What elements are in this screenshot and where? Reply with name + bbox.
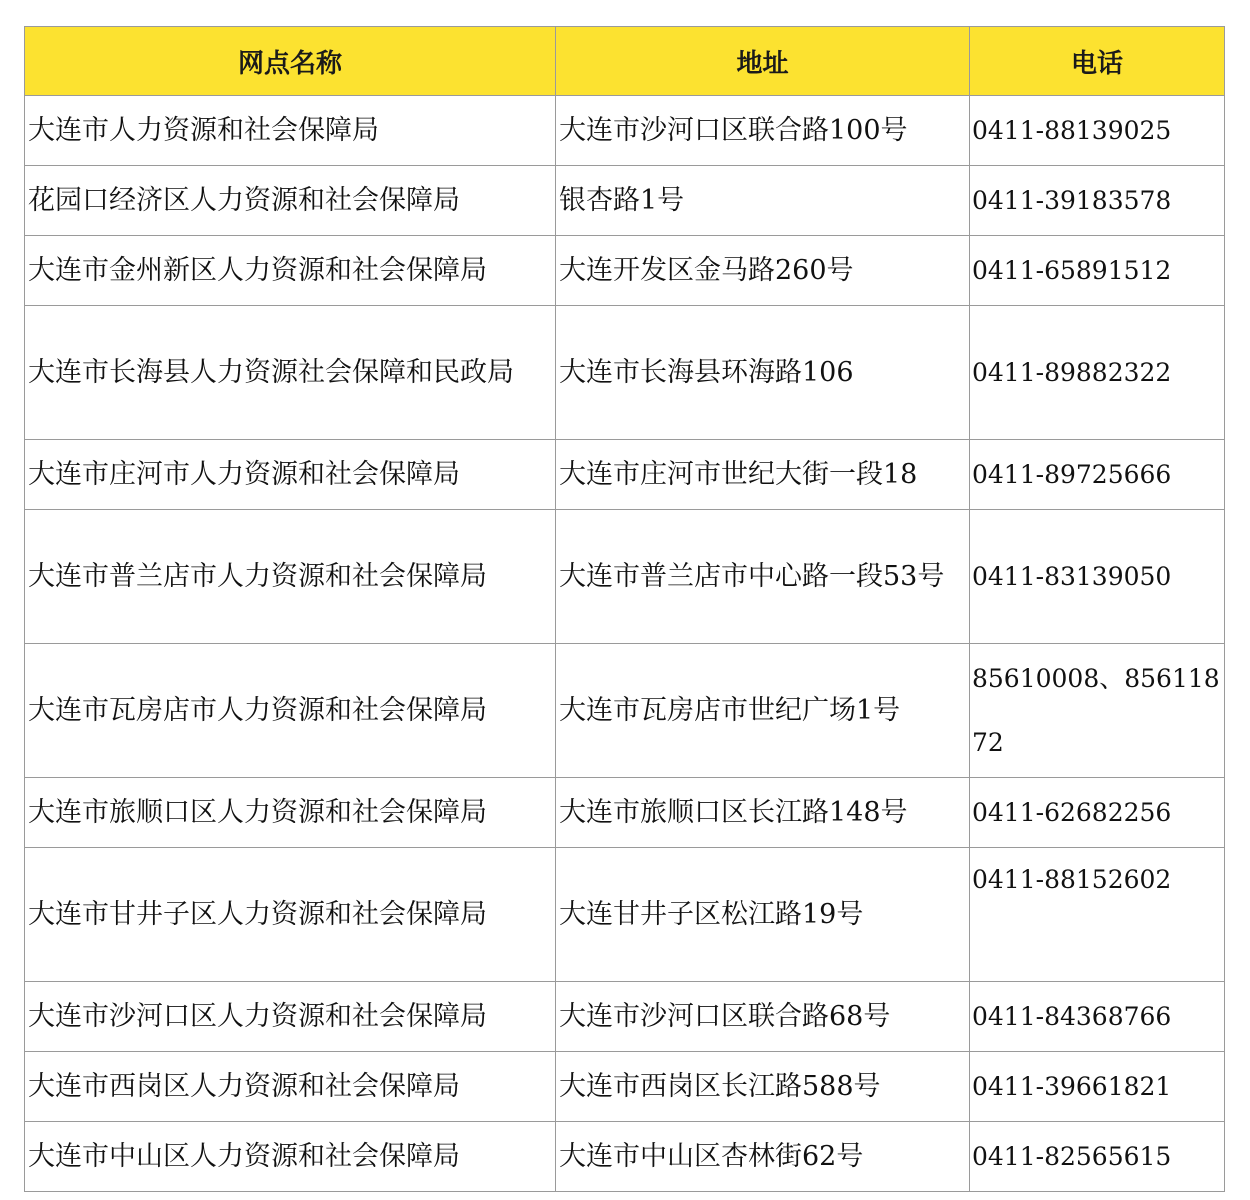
office-name: 大连市沙河口区人力资源和社会保障局 [25, 982, 556, 1052]
office-name: 大连市甘井子区人力资源和社会保障局 [25, 848, 556, 982]
office-address: 大连市长海县环海路106 [556, 306, 970, 440]
table-row [25, 982, 1225, 1052]
table-row [25, 848, 1225, 982]
table-row [25, 440, 1225, 510]
table-row [25, 236, 1225, 306]
office-phone: 0411-39661821 [970, 1052, 1225, 1122]
office-address: 大连市西岗区长江路588号 [556, 1052, 970, 1122]
table-row [25, 96, 1225, 166]
office-phone: 0411-82565615 [970, 1122, 1225, 1192]
office-name: 大连市庄河市人力资源和社会保障局 [25, 440, 556, 510]
header-phone: 电话 [970, 27, 1225, 96]
office-address: 大连市庄河市世纪大街一段18 [556, 440, 970, 510]
office-name: 大连市旅顺口区人力资源和社会保障局 [25, 778, 556, 848]
table-row [25, 778, 1225, 848]
office-address: 大连市沙河口区联合路100号 [556, 96, 970, 166]
office-phone: 0411-88139025 [970, 96, 1225, 166]
office-address: 银杏路1号 [556, 166, 970, 236]
office-address: 大连市瓦房店市世纪广场1号 [556, 644, 970, 778]
office-address: 大连市普兰店市中心路一段53号 [556, 510, 970, 644]
office-phone: 0411-65891512 [970, 236, 1225, 306]
office-table [24, 26, 1225, 1192]
office-name: 大连市长海县人力资源社会保障和民政局 [25, 306, 556, 440]
office-phone: 0411-83139050 [970, 510, 1225, 644]
office-phone: 85610008、85611872 [970, 644, 1225, 778]
office-phone: 0411-89882322 [970, 306, 1225, 440]
table-row [25, 644, 1225, 778]
office-name: 大连市人力资源和社会保障局 [25, 96, 556, 166]
header-row [25, 27, 1225, 96]
table-body [25, 96, 1225, 1192]
table-header [25, 27, 1225, 96]
office-name: 大连市金州新区人力资源和社会保障局 [25, 236, 556, 306]
table-row [25, 1052, 1225, 1122]
office-phone: 0411-84368766 [970, 982, 1225, 1052]
office-address: 大连市中山区杏林街62号 [556, 1122, 970, 1192]
table-row [25, 166, 1225, 236]
office-name: 花园口经济区人力资源和社会保障局 [25, 166, 556, 236]
office-phone: 0411-88152602 [970, 848, 1225, 982]
office-phone: 0411-89725666 [970, 440, 1225, 510]
office-phone: 0411-39183578 [970, 166, 1225, 236]
table-row [25, 1122, 1225, 1192]
office-address: 大连开发区金马路260号 [556, 236, 970, 306]
office-phone: 0411-62682256 [970, 778, 1225, 848]
office-address: 大连甘井子区松江路19号 [556, 848, 970, 982]
office-directory [24, 26, 1224, 1192]
office-name: 大连市中山区人力资源和社会保障局 [25, 1122, 556, 1192]
header-name: 网点名称 [25, 27, 556, 96]
table-row [25, 306, 1225, 440]
office-address: 大连市旅顺口区长江路148号 [556, 778, 970, 848]
header-address: 地址 [556, 27, 970, 96]
office-name: 大连市西岗区人力资源和社会保障局 [25, 1052, 556, 1122]
office-name: 大连市瓦房店市人力资源和社会保障局 [25, 644, 556, 778]
office-address: 大连市沙河口区联合路68号 [556, 982, 970, 1052]
table-row [25, 510, 1225, 644]
office-name: 大连市普兰店市人力资源和社会保障局 [25, 510, 556, 644]
